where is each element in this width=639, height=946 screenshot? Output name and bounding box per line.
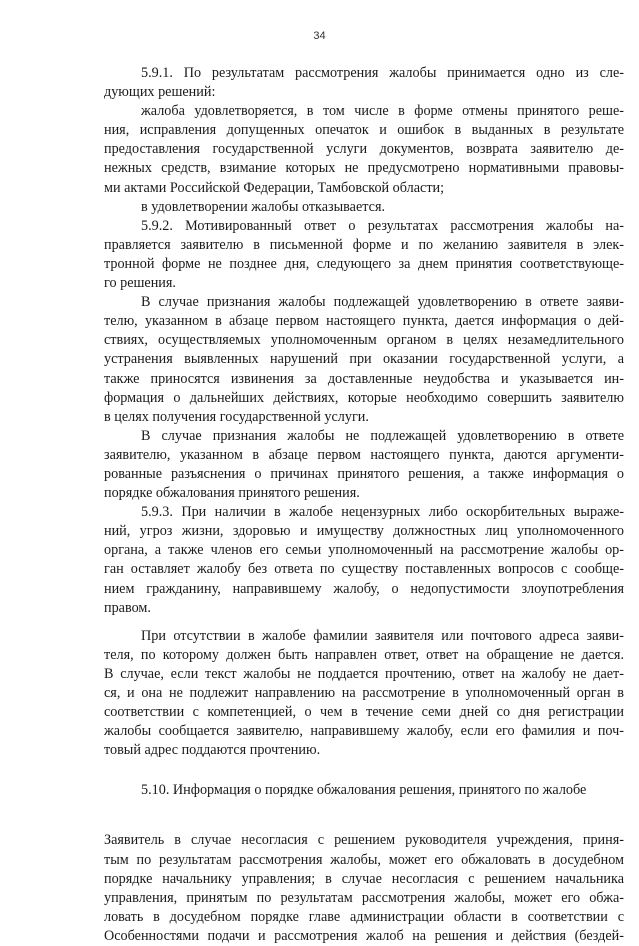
paragraph-rejected-response xyxy=(104,427,624,503)
text-line: 5.9.1. По результатам рассмотрения жалобы принимается одно из сле- xyxy=(141,65,624,81)
text-line: также приносятся извинения за доставленные неудобства и указывается ин- xyxy=(104,370,624,387)
text-line: теля, по которому должен быть направлен ответ, ответ на обращение не дается. xyxy=(104,646,624,663)
paragraph-complaint-satisfied xyxy=(104,102,624,197)
paragraph-appeal-procedure xyxy=(104,831,624,946)
text-line: При отсутствии в жалобе фамилии заявителя или почтового адреса заяви- xyxy=(141,627,624,644)
section-heading-5-10: 5.10. Информация о порядке обжалования решения, принятого по жалобе xyxy=(141,782,587,799)
text-line: Заявитель в случае несогласия с решением руководителя учреждения, приня- xyxy=(104,832,624,849)
page-number: 34 xyxy=(313,30,326,42)
text-line: рованные разъяснения о причинах принятого решения, а также информация о xyxy=(104,465,624,482)
text-line: ний, угроз жизни, здоровью и имуществу должностных лиц уполномоченного xyxy=(104,523,624,540)
paragraph-complaint-rejected xyxy=(104,198,624,217)
text-line: Особенностями подачи и рассмотрения жалоб на решения и действия (бездей- xyxy=(104,927,624,944)
text-line: правом. xyxy=(104,599,151,616)
paragraph-satisfied-response xyxy=(104,293,624,427)
text-line: ловать в досудебном порядке главе администрации области в соответствии с xyxy=(104,908,624,925)
document-body xyxy=(104,64,624,946)
section-gap xyxy=(104,800,624,831)
text-line: В случае, если текст жалобы не поддается прочтению, ответ на жалобу не дает- xyxy=(104,665,624,682)
text-line: жалоба удовлетворяется, в том числе в форме отмены принятого реше- xyxy=(141,103,624,120)
text-line: заявителю, указанном в абзаце первом настоящего пункта, даются аргументи- xyxy=(104,446,624,463)
text-line: товый адрес поддаются прочтению. xyxy=(104,742,321,759)
text-line: нием гражданину, направившему жалобу, о недопустимости злоупотребления xyxy=(104,580,624,597)
text-line: ган оставляет жалобу без ответа по существу поставленных вопросов с сообще- xyxy=(104,561,624,578)
text-line: формация о дальнейших действиях, которые необходимо совершить заявителю xyxy=(104,389,624,406)
paragraph-missing-name-address xyxy=(104,627,624,761)
text-line: управления, принятым по результатам рассмотрения жалобы, может его обжа- xyxy=(104,889,624,906)
text-line: предоставления государственной услуги документов, возврата заявителю де- xyxy=(104,141,624,158)
text-line: дующих решений: xyxy=(104,84,216,101)
text-line: телю, указанном в абзаце первом настоящего пункта, дается информация о дей- xyxy=(104,313,624,330)
text-line: В случае признания жалобы подлежащей удовлетворению в ответе заяви- xyxy=(141,294,624,311)
text-line: ния, исправления допущенных опечаток и ошибок в выданных в результате xyxy=(104,122,624,139)
paragraph-5-9-1 xyxy=(104,64,624,102)
text-line: ми актами Российской Федерации, Тамбовской области; xyxy=(104,179,445,196)
text-line: органа, а также членов его семьи уполномоченный на рассмотрение жалобы ор- xyxy=(104,542,624,559)
text-line: жалобы сообщается заявителю, направившему жалобу, если его фамилия и поч- xyxy=(104,723,624,740)
text-line: тронной форме не позднее дня, следующего за днем принятия соответствующе- xyxy=(104,255,624,272)
text-line: в удовлетворении жалобы отказывается. xyxy=(141,198,386,215)
text-line: тым по результатам рассмотрения жалобы, может его обжаловать в досудебном xyxy=(104,851,624,868)
text-line: соответствии с компетенцией, о чем в течение семи дней со дня регистрации xyxy=(104,704,624,721)
text-line: 5.9.2. Мотивированный ответ о результатах рассмотрения жалобы на- xyxy=(141,217,624,234)
text-line: ствиях, осуществляемых уполномоченным органом в целях незамедлительного xyxy=(104,332,624,349)
text-line: 5.9.3. При наличии в жалобе нецензурных либо оскорбительных выраже- xyxy=(141,504,624,521)
paragraph-5-9-3 xyxy=(104,503,624,618)
text-line: нежных средств, взимание которых не предусмотрено нормативными правовы- xyxy=(104,160,624,177)
text-line: ся, и она не подлежит направлению на рассмотрение в уполномоченный орган в xyxy=(104,685,624,701)
text-line: устранения выявленных нарушений при оказании государственной услуги, а xyxy=(104,351,624,368)
paragraph-5-9-2 xyxy=(104,217,624,293)
text-line: правляется заявителю в письменной форме и по желанию заявителя в элек- xyxy=(104,236,624,253)
text-line: го решения. xyxy=(104,275,176,292)
text-line: порядке обжалования принятого решения. xyxy=(104,485,360,502)
text-line: В случае признания жалобы не подлежащей удовлетворению в ответе xyxy=(141,427,624,444)
text-line: порядке начальнику управления; в случае несогласия с решением начальника xyxy=(104,870,624,887)
text-line: в целях получения государственной услуги. xyxy=(104,408,369,425)
